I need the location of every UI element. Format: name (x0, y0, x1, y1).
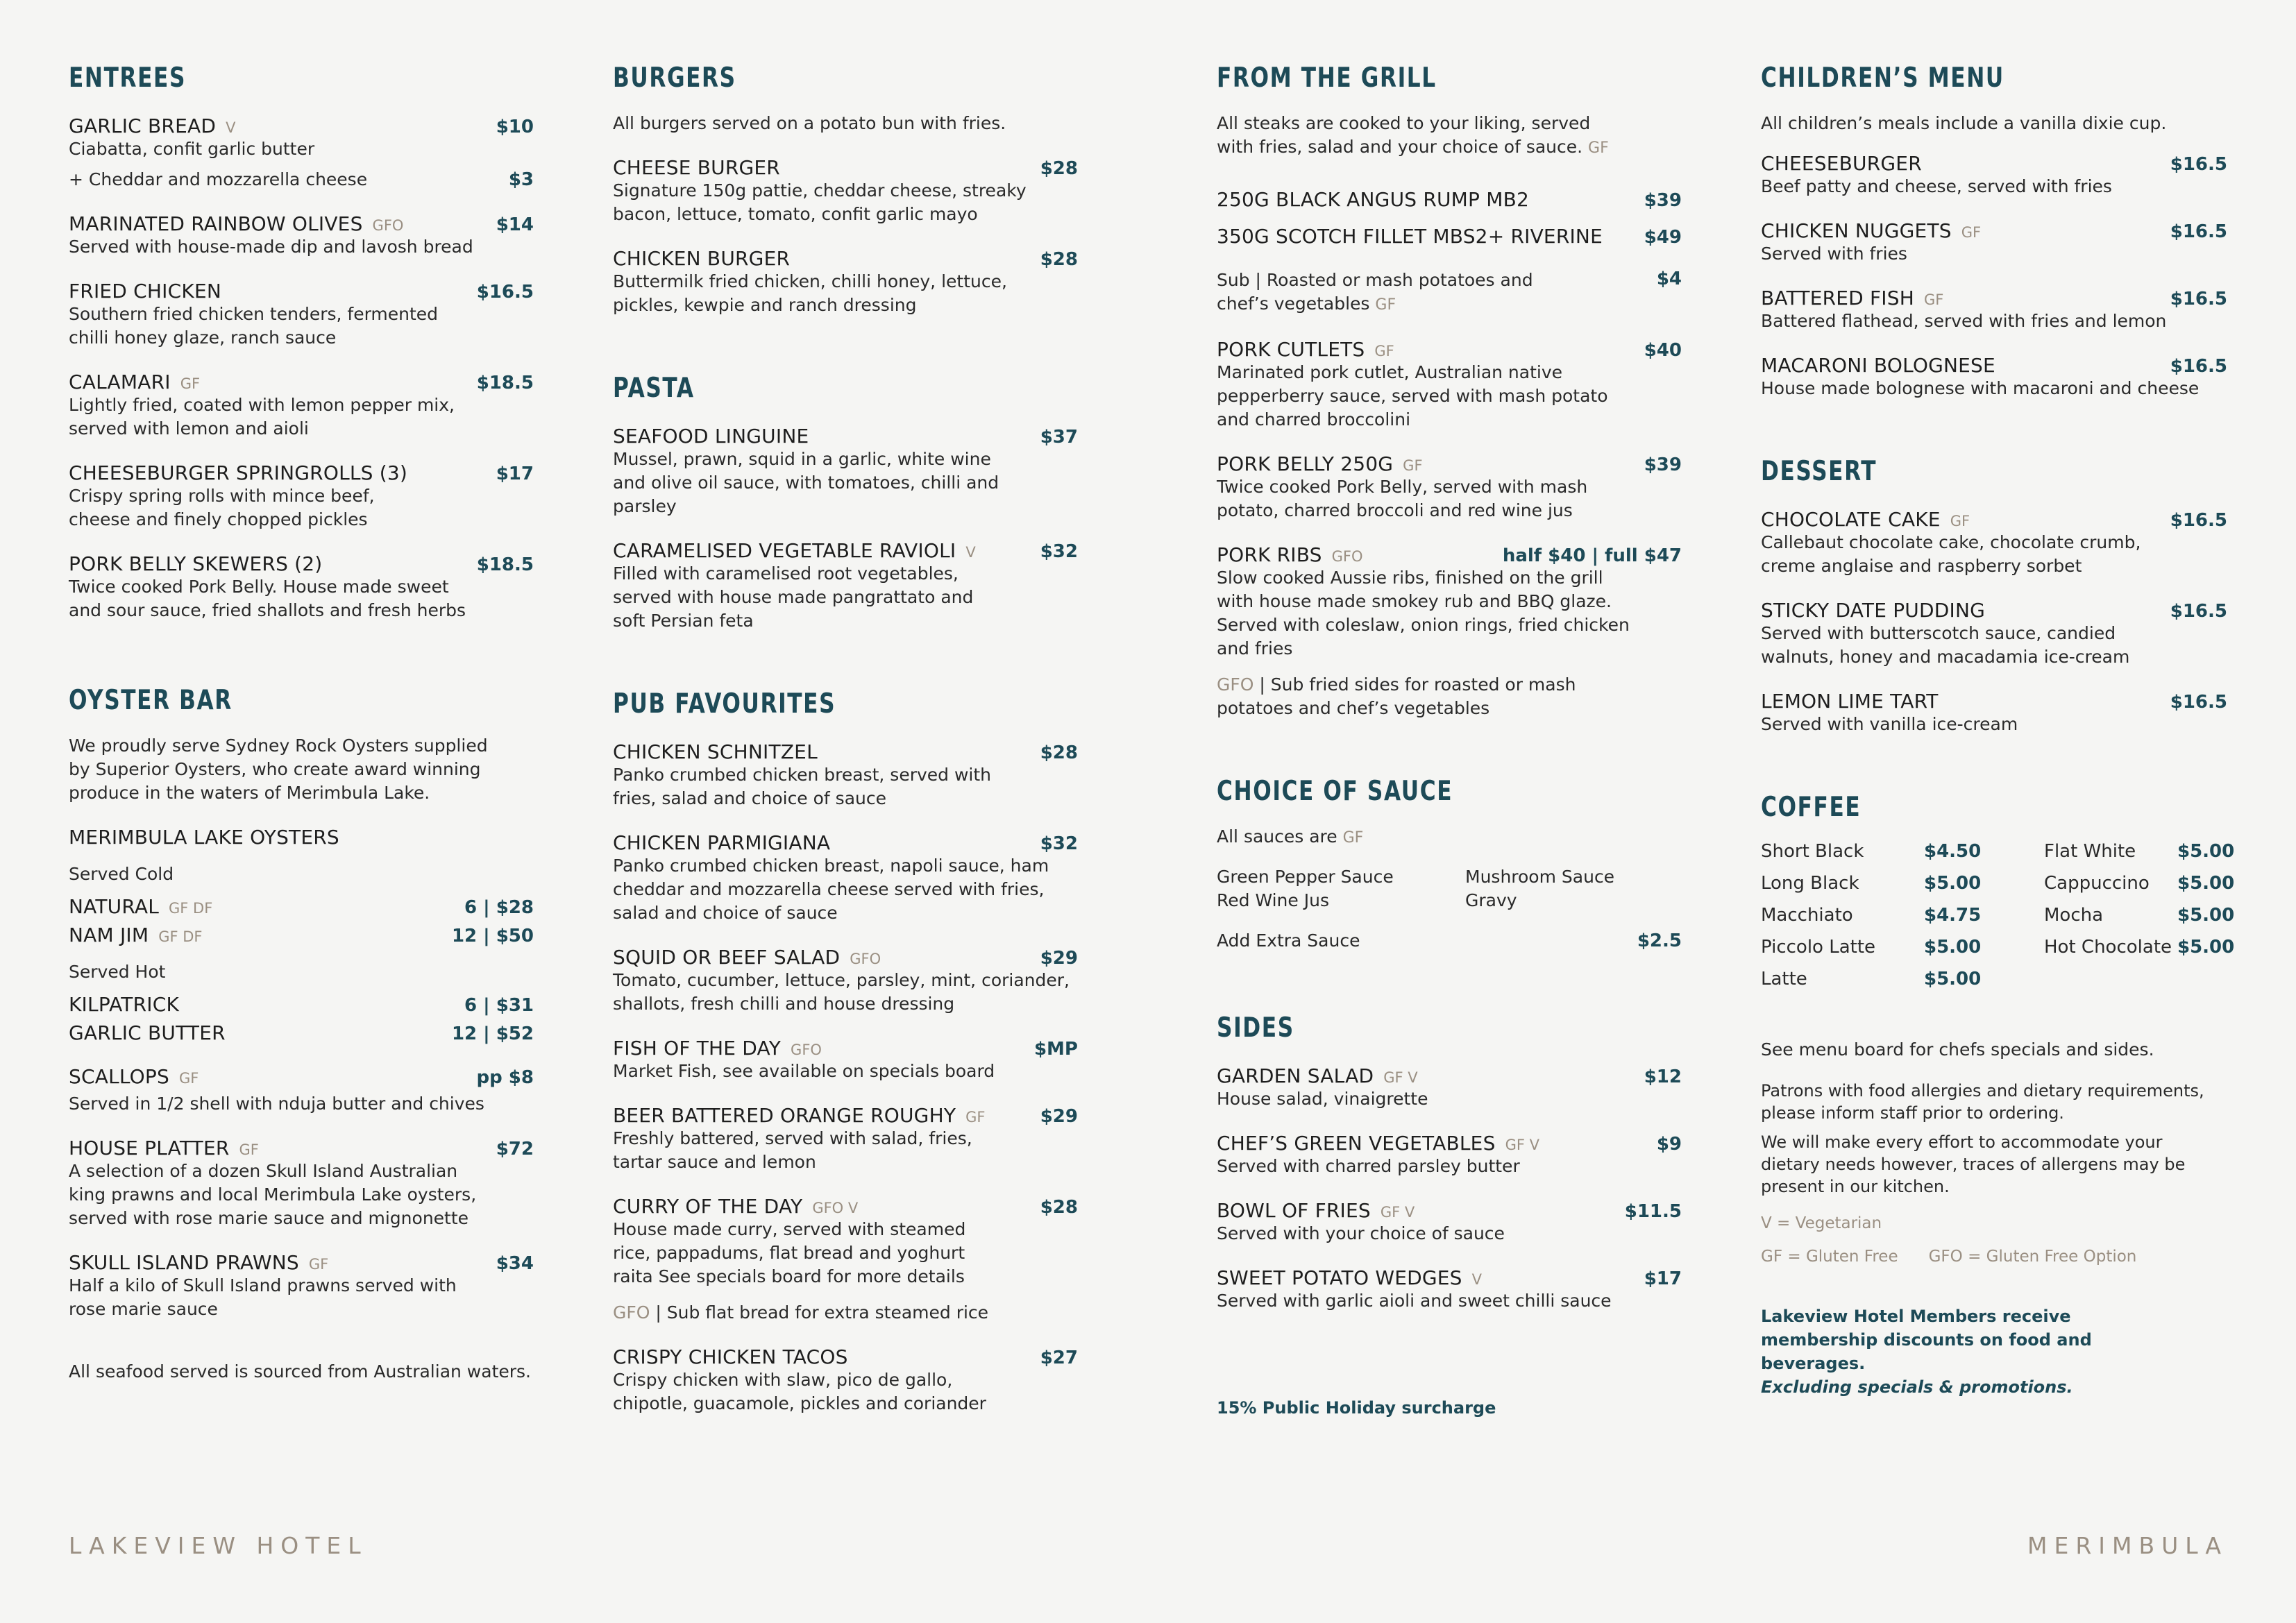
menu-item (69, 461, 534, 532)
section-pub-favourites (613, 688, 1078, 1416)
item-name: FRIED CHICKEN (69, 280, 221, 303)
item-price: $18.5 (476, 554, 534, 575)
section-title: CHOICE OF SAUCE (1217, 776, 1453, 807)
item-desc: Battered flathead, served with fries and lemon (1761, 311, 2167, 331)
item-desc: Mussel, prawn, squid in a garlic, white wine and olive oil sauce, with tomatoes, chilli and parsley (613, 449, 999, 516)
item-name: CHEESEBURGER SPRINGROLLS (3) (69, 461, 407, 484)
specials-note: See menu board for chefs specials and sides. (1761, 1039, 2154, 1060)
item-name: CURRY OF THE DAY (613, 1195, 803, 1218)
ribs-note-tag: GFO (1217, 674, 1254, 695)
item-name: FISH OF THE DAY (613, 1037, 782, 1060)
item-desc: Half a kilo of Skull Island prawns served with rose marie sauce (69, 1275, 457, 1319)
item-price: $39 (1644, 454, 1682, 475)
item-desc: A selection of a dozen Skull Island Australian king prawns and local Merimbula Lake oysters, served with rose marie sauce and mignonette (69, 1161, 477, 1228)
item-name: CHEESEBURGER (1761, 152, 1922, 175)
column-2 (613, 62, 1078, 1459)
item-price: $34 (496, 1253, 534, 1274)
curry-note-text: | Sub flat bread for extra steamed rice (655, 1302, 989, 1323)
item-name: STICKY DATE PUDDING (1761, 599, 1985, 622)
item-name: MACARONI BOLOGNESE (1761, 354, 1995, 377)
item-name: 250G BLACK ANGUS RUMP MB2 (1217, 188, 1530, 211)
item-desc: Lightly fried, coated with lemon pepper mix, served with lemon and aioli (69, 395, 455, 439)
menu-item (1761, 219, 2227, 266)
coffee-name: Long Black (1761, 873, 1859, 894)
members-note-italic: Excluding specials & promotions. (1761, 1377, 2073, 1397)
allergy-note: Patrons with food allergies and dietary requirements, please inform staff prior to ordering. (1761, 1081, 2204, 1123)
menu-item (613, 539, 1078, 633)
item-name: NAM JIM (69, 924, 149, 946)
section-intro (1217, 112, 1626, 160)
item-desc: Panko crumbed chicken breast, napoli sauce, ham cheddar and mozzarella cheese served with fries, salad and choice of sauce (613, 856, 1049, 923)
item-name: CARAMELISED VEGETABLE RAVIOLI (613, 539, 956, 562)
section-title: SIDES (1217, 1012, 1294, 1044)
oyster-subtitle: MERIMBULA LAKE OYSTERS (69, 826, 339, 849)
menu-item (69, 1065, 534, 1116)
item-desc: Panko crumbed chicken breast, served with fries, salad and choice of sauce (613, 765, 992, 808)
item-price: $16.5 (2170, 154, 2227, 175)
item-name: MARINATED RAINBOW OLIVES (69, 212, 363, 235)
sub-text: Sub | Roasted or mash potatoes and chef’s vegetables (1217, 270, 1533, 314)
item-price: $10 (496, 117, 534, 137)
section-oyster-bar (69, 685, 534, 1384)
menu-item (613, 1104, 1078, 1174)
item-tag: GF (1374, 343, 1394, 359)
item-name: HOUSE PLATTER (69, 1137, 230, 1159)
allergy-note: We will make every effort to accommodate your dietary needs however, traces of allergens may be present in our kitchen. (1761, 1132, 2186, 1196)
item-desc: Slow cooked Aussie ribs, finished on the grill with house made smokey rub and BBQ glaze. Served with coleslaw, onion rings, fried chicken and fries (1217, 568, 1630, 658)
section-intro: All children’s meals include a vanilla dixie cup. (1761, 113, 2167, 133)
menu-item (69, 212, 534, 259)
menu-item (1217, 1132, 1682, 1178)
oyster-row (69, 895, 534, 918)
item-tag: GF (308, 1256, 329, 1273)
item-name: SEAFOOD LINGUINE (613, 425, 809, 448)
item-tag: V (226, 119, 236, 136)
item-tag: GF (178, 1070, 199, 1087)
section-intro (1217, 825, 1682, 850)
item-desc: Served with your choice of sauce (1217, 1223, 1505, 1243)
ribs-note-text: | Sub fried sides for roasted or mash potatoes and chef’s vegetables (1217, 674, 1576, 718)
item-name: PORK BELLY 250G (1217, 452, 1394, 475)
item-price: $28 (1040, 249, 1078, 270)
item-price: $12 (1644, 1067, 1682, 1087)
item-name: PORK BELLY SKEWERS (2) (69, 552, 323, 575)
item-desc: Callebaut chocolate cake, chocolate crumb, creme anglaise and raspberry sorbet (1761, 532, 2141, 576)
item-price: $28 (1040, 1197, 1078, 1218)
item-name: CHICKEN PARMIGIANA (613, 831, 831, 854)
item-price: $29 (1040, 948, 1078, 969)
item-desc: Southern fried chicken tenders, fermented chilli honey glaze, ranch sauce (69, 304, 439, 348)
item-tag: GF DF (169, 900, 213, 917)
item-name: CHEESE BURGER (613, 156, 780, 179)
item-price: 12 | $50 (451, 926, 534, 946)
section-title: CHILDREN’S MENU (1761, 62, 2004, 94)
menu-item (69, 1137, 534, 1230)
item-name: GARLIC BUTTER (69, 1021, 226, 1044)
sub-row (1217, 269, 1682, 317)
legend-gf-row (1761, 1248, 2227, 1266)
item-price: $16.5 (2170, 601, 2227, 622)
item-name: BATTERED FISH (1761, 287, 1914, 309)
extra-sauce-label: Add Extra Sauce (1217, 931, 1360, 951)
coffee-price: $5.00 (2177, 873, 2235, 894)
item-price: $27 (1040, 1348, 1078, 1368)
item-price: $37 (1040, 427, 1078, 448)
section-childrens-menu (1761, 62, 2227, 400)
menu-item (69, 1251, 534, 1321)
item-desc: Market Fish, see available on specials board (613, 1061, 995, 1081)
section-title: ENTREES (69, 62, 187, 94)
item-name: PORK CUTLETS (1217, 338, 1365, 361)
coffee-name: Latte (1761, 969, 1807, 989)
item-name: SKULL ISLAND PRAWNS (69, 1251, 299, 1274)
coffee-price: $5.00 (2177, 841, 2235, 862)
sauce-option: Mushroom Sauce (1465, 867, 1615, 887)
menu-item (69, 371, 534, 441)
extra-sauce-price: $2.5 (1637, 931, 1682, 951)
footer-location: MERIMBULA (2027, 1532, 2228, 1559)
oyster-row (69, 1021, 534, 1044)
menu-item (69, 280, 534, 350)
item-desc: Served with vanilla ice-cream (1761, 714, 2018, 734)
item-desc: Twice cooked Pork Belly, served with mash potato, charred broccoli and red wine jus (1217, 477, 1588, 520)
item-name: BEER BATTERED ORANGE ROUGHY (613, 1104, 956, 1127)
item-desc: Served with fries (1761, 244, 1907, 264)
item-name: GARDEN SALAD (1217, 1064, 1374, 1087)
item-price: $16.5 (2170, 289, 2227, 309)
item-tag: GF V (1383, 1069, 1418, 1086)
steak-row (1217, 225, 1682, 248)
menu-item (1761, 599, 2227, 669)
coffee-price: $5.00 (2177, 937, 2235, 958)
section-title: DESSERT (1761, 456, 1877, 487)
item-tag: GF (965, 1109, 986, 1125)
menu-item (69, 114, 534, 192)
item-tag: GF V (1380, 1204, 1415, 1221)
section-title: PASTA (613, 373, 695, 404)
menu-item (1761, 152, 2227, 198)
item-name: CHICKEN NUGGETS (1761, 219, 1952, 242)
item-price: $49 (1644, 227, 1682, 248)
item-desc: Tomato, cucumber, lettuce, parsley, mint, coriander, shallots, fresh chilli and house dressing (613, 970, 1070, 1014)
item-price: $9 (1656, 1134, 1682, 1155)
item-desc: Ciabatta, confit garlic butter (69, 139, 315, 159)
item-price: $16.5 (2170, 356, 2227, 377)
coffee-name: Hot Chocolate (2044, 937, 2172, 958)
item-price: 12 | $52 (451, 1023, 534, 1044)
menu-item (613, 1037, 1078, 1083)
item-price: $72 (496, 1139, 534, 1159)
menu-item (1217, 1064, 1682, 1111)
item-name: KILPATRICK (69, 993, 180, 1016)
item-desc: House made curry, served with steamed rice, pappadums, flat bread and yoghurt raita See specials board for more details (613, 1219, 966, 1286)
item-desc: Beef patty and cheese, served with fries (1761, 176, 2112, 196)
section-pasta (613, 373, 1078, 633)
legend-v: V = Vegetarian (1761, 1214, 1882, 1232)
item-price: $14 (496, 214, 534, 235)
item-price: 6 | $28 (464, 897, 534, 918)
item-name: SCALLOPS (69, 1065, 169, 1088)
sauce-option: Red Wine Jus (1217, 890, 1329, 910)
sauce-intro-text: All sauces are (1217, 826, 1337, 847)
item-price: $17 (1644, 1268, 1682, 1289)
footer-hotel-name: LAKEVIEW HOTEL (69, 1532, 368, 1559)
served-hot-label: Served Hot (69, 962, 166, 982)
menu-item (1761, 287, 2227, 333)
item-desc: Twice cooked Pork Belly. House made sweet and sour sauce, fried shallots and fresh herbs (69, 577, 466, 620)
item-price: $16.5 (476, 282, 534, 303)
item-name: CHEF’S GREEN VEGETABLES (1217, 1132, 1496, 1155)
grill-intro-tag: GF (1588, 139, 1609, 157)
menu-item (1761, 354, 2227, 400)
legend-gfo: GFO = Gluten Free Option (1928, 1248, 2137, 1266)
sauce-intro-tag: GF (1342, 829, 1364, 847)
item-tag: GFO (791, 1042, 822, 1058)
item-desc: Served in 1/2 shell with nduja butter and chives (69, 1094, 484, 1114)
section-entrees (69, 62, 534, 622)
coffee-price: $4.75 (1924, 905, 1982, 926)
item-price: $11.5 (1624, 1201, 1682, 1222)
item-desc: Buttermilk fried chicken, chilli honey, lettuce, pickles, kewpie and ranch dressing (613, 271, 1007, 315)
item-tag: GF (1950, 513, 1970, 529)
section-intro: All burgers served on a potato bun with fries. (613, 113, 1006, 133)
coffee-name: Mocha (2044, 905, 2104, 926)
served-cold-label: Served Cold (69, 864, 174, 884)
menu-item (613, 1195, 1078, 1325)
steak-row (1217, 188, 1682, 211)
menu-item (1761, 508, 2227, 578)
menu-item (613, 831, 1078, 925)
item-desc: Marinated pork cutlet, Australian native pepperberry sauce, served with mash potato and charred broccolini (1217, 362, 1608, 430)
item-name: SWEET POTATO WEDGES (1217, 1266, 1462, 1289)
section-dessert (1761, 456, 2227, 736)
item-price: $17 (496, 464, 534, 484)
item-price: 6 | $31 (464, 995, 534, 1016)
section-title: OYSTER BAR (69, 685, 233, 716)
item-desc: Served with house-made dip and lavosh bread (69, 237, 473, 257)
item-price: $MP (1033, 1039, 1078, 1060)
menu-item (613, 946, 1078, 1016)
item-tag: GFO (1331, 548, 1363, 565)
menu-item (613, 1345, 1078, 1416)
item-tag: V (965, 544, 976, 561)
item-price: pp $8 (476, 1067, 534, 1088)
coffee-name: Cappuccino (2044, 873, 2150, 894)
item-price: $28 (1040, 158, 1078, 179)
item-name: NATURAL (69, 895, 159, 918)
item-desc: Served with charred parsley butter (1217, 1156, 1520, 1176)
curry-note-tag: GFO (613, 1302, 650, 1323)
grill-intro-text: All steaks are cooked to your liking, served with fries, salad and your choice of sauce. (1217, 113, 1591, 157)
item-tag: V (1471, 1271, 1482, 1288)
section-title: BURGERS (613, 62, 736, 94)
item-desc: Signature 150g pattie, cheddar cheese, streaky bacon, lettuce, tomato, confit garlic mayo (613, 180, 1027, 224)
item-tag: GF (1961, 224, 1982, 241)
sauce-option: Green Pepper Sauce (1217, 867, 1394, 887)
item-tag: GFO (850, 951, 881, 967)
item-name: CHOCOLATE CAKE (1761, 508, 1941, 531)
item-tag: GFO V (812, 1200, 859, 1216)
coffee-price: $5.00 (1924, 873, 1982, 894)
item-price: $40 (1644, 340, 1682, 361)
item-desc: House made bolognese with macaroni and cheese (1761, 378, 2200, 398)
item-tag: GFO (372, 217, 404, 234)
item-desc: Freshly battered, served with salad, fries, tartar sauce and lemon (613, 1128, 972, 1172)
column-3 (1217, 62, 1682, 1463)
item-tag: GF (239, 1141, 259, 1158)
section-intro: We proudly serve Sydney Rock Oysters supplied by Superior Oysters, who create award winning produce in the waters of Merimbula Lake. (69, 736, 488, 803)
item-price: $18.5 (476, 373, 534, 393)
menu-item (1217, 543, 1682, 720)
item-tag: GF (1403, 457, 1423, 474)
section-title: FROM THE GRILL (1217, 62, 1437, 94)
item-price: $28 (1040, 742, 1078, 763)
coffee-name: Short Black (1761, 841, 1864, 862)
menu-item (1217, 452, 1682, 522)
column-1 (69, 62, 534, 1427)
item-tag: GF (1924, 291, 1944, 308)
item-price: $16.5 (2170, 221, 2227, 242)
sauce-option: Gravy (1465, 890, 1517, 910)
sauce-options (1217, 865, 1682, 912)
item-desc: Filled with caramelised root vegetables, served with house made pangrattato and soft Persian feta (613, 563, 974, 631)
section-coffee (1761, 792, 2235, 1399)
item-tag: GF V (1505, 1137, 1539, 1153)
item-desc: Crispy spring rolls with mince beef, cheese and finely chopped pickles (69, 486, 375, 529)
item-price: $32 (1040, 833, 1078, 854)
coffee-price: $4.50 (1924, 841, 1982, 862)
item-name: CALAMARI (69, 371, 171, 393)
coffee-price: $5.00 (1924, 969, 1982, 989)
coffee-name: Macchiato (1761, 905, 1853, 926)
menu-item (69, 552, 534, 622)
item-price: $16.5 (2170, 692, 2227, 713)
ribs-note (1217, 673, 1654, 720)
item-name: SQUID OR BEEF SALAD (613, 946, 841, 969)
section-choice-of-sauce (1217, 776, 1682, 953)
section-from-the-grill (1217, 62, 1682, 720)
extra-sauce-row (1217, 929, 1682, 953)
item-name: CHICKEN BURGER (613, 247, 791, 270)
sub-tag: GF (1375, 296, 1396, 314)
menu-item (613, 740, 1078, 810)
item-name: BOWL OF FRIES (1217, 1199, 1371, 1222)
section-title: PUB FAVOURITES (613, 688, 836, 720)
item-name: CRISPY CHICKEN TACOS (613, 1345, 848, 1368)
item-desc: Served with butterscotch sauce, candied walnuts, honey and macadamia ice-cream (1761, 623, 2130, 667)
section-title: COFFEE (1761, 792, 1862, 823)
coffee-name: Piccolo Latte (1761, 937, 1876, 958)
item-desc: House salad, vinaigrette (1217, 1089, 1428, 1109)
coffee-price: $5.00 (1924, 937, 1982, 958)
item-name: LEMON LIME TART (1761, 690, 1939, 713)
extra-price: $3 (508, 169, 534, 190)
seafood-note: All seafood served is sourced from Australian waters. (69, 1361, 532, 1382)
column-4 (1761, 62, 2235, 1442)
menu-item (613, 156, 1078, 226)
oyster-row (69, 924, 534, 946)
oyster-row (69, 993, 534, 1016)
surcharge-note: 15% Public Holiday surcharge (1217, 1398, 1496, 1418)
item-name: 350G SCOTCH FILLET MBS2+ RIVERINE (1217, 225, 1603, 248)
item-desc: Served with garlic aioli and sweet chilli sauce (1217, 1291, 1612, 1311)
item-price: $16.5 (2170, 510, 2227, 531)
section-sides (1217, 1012, 1682, 1420)
members-note: Lakeview Hotel Members receive membership discounts on food and beverages. (1761, 1307, 2092, 1373)
item-price: $29 (1040, 1106, 1078, 1127)
item-tag: GF DF (158, 928, 203, 945)
sub-price: $4 (1656, 269, 1682, 289)
item-price: half $40 | full $47 (1502, 545, 1682, 566)
section-burgers (613, 62, 1078, 317)
item-desc: Crispy chicken with slaw, pico de gallo, chipotle, guacamole, pickles and coriander (613, 1370, 986, 1413)
item-price: $32 (1040, 541, 1078, 562)
menu-item (613, 247, 1078, 317)
menu-item (1217, 338, 1682, 432)
item-name: GARLIC BREAD (69, 114, 217, 137)
curry-note (613, 1301, 1078, 1325)
coffee-price: $5.00 (2177, 905, 2235, 926)
extra-label: + Cheddar and mozzarella cheese (69, 169, 368, 189)
item-tag: GF (180, 375, 201, 392)
coffee-grid (1761, 841, 2235, 989)
menu-item (1761, 690, 2227, 736)
item-name: CHICKEN SCHNITZEL (613, 740, 818, 763)
item-name: PORK RIBS (1217, 543, 1322, 566)
coffee-name: Flat White (2044, 841, 2136, 862)
menu-item (1217, 1199, 1682, 1246)
item-price: $39 (1644, 190, 1682, 211)
legend-gf: GF = Gluten Free (1761, 1248, 1898, 1266)
menu-item (613, 425, 1078, 518)
menu-item (1217, 1266, 1682, 1313)
